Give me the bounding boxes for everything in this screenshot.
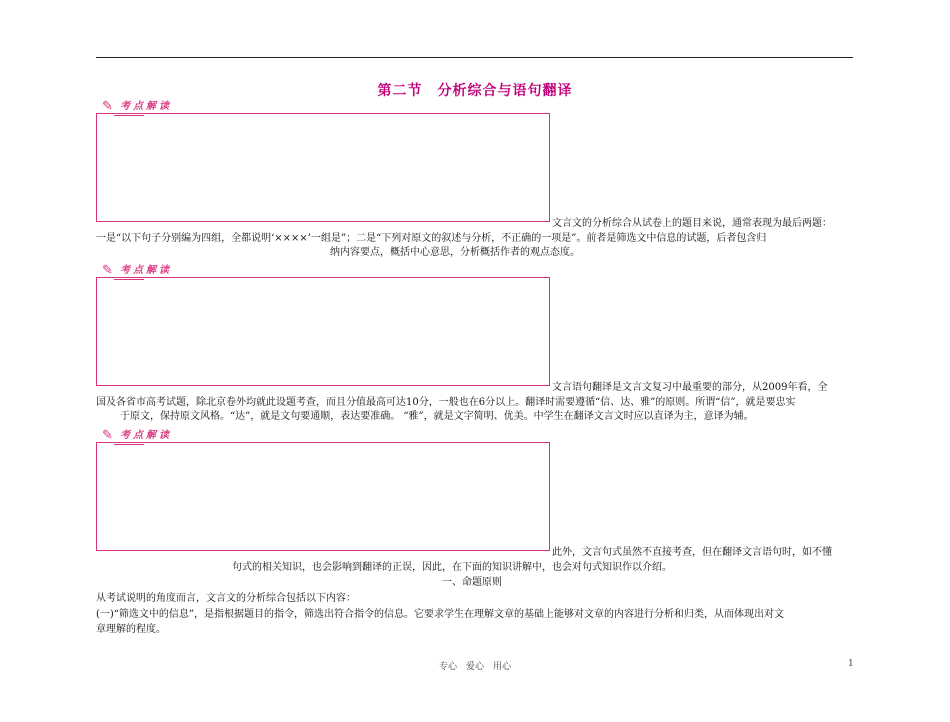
block1-line3: 纳内容要点，概括中心意思，分析概括作者的观点态度。 — [330, 247, 580, 258]
pen-icon: ✎ — [102, 263, 113, 278]
block1-line1: 文言文的分析综合从试卷上的题目来说，通常表现为最后两题： — [552, 218, 832, 229]
pen-icon: ✎ — [102, 99, 113, 114]
section-title: 第二节 分析综合与语句翻译 — [377, 83, 573, 99]
page-number: 1 — [848, 659, 854, 669]
header-rule — [96, 57, 853, 58]
block3-line2: 句式的相关知识，也会影响到翻译的正误，因此，在下面的知识讲解中，也会对句式知识作以介绍。 — [232, 562, 672, 573]
kaodian-badge-3 — [102, 428, 202, 444]
kaodian-label: 考点解读 — [120, 265, 172, 276]
paragraph-item1-line1: (一)“筛选文中的信息”，是指根据题目的指令，筛选出符合指令的信息。它要求学生在理解文章的基础上能够对文章的内容进行分析和归类，从而体现出对文 — [96, 609, 785, 620]
block2-line2: 国及各省市高考试题，除北京卷外均就此设题考查，而且分值最高可达10分，一般也在6分以上。翻译时需要遵循“信、达、雅”的原则。所谓“信”，就是要忠实 — [96, 397, 796, 408]
badge-underline — [114, 444, 144, 445]
paragraph-intro: 从考试说明的角度而言，文言文的分析综合包括以下内容： — [96, 593, 356, 604]
badge-underline — [114, 115, 144, 116]
block3-line1: 此外，文言句式虽然不直接考查，但在翻译文言语句时，如不懂 — [552, 547, 832, 558]
kaodian-label: 考点解读 — [120, 430, 172, 441]
paragraph-item1-line2: 章理解的程度。 — [96, 624, 166, 635]
block2-line1: 文言语句翻译是文言文复习中最重要的部分，从2009年看，全 — [552, 382, 828, 393]
kaodian-label: 考点解读 — [120, 101, 172, 112]
page-footer: 专心 爱心 用心 — [438, 662, 511, 672]
kaodian-badge-2 — [102, 263, 202, 279]
pen-icon: ✎ — [102, 428, 113, 443]
kaodian-badge-1 — [102, 99, 202, 115]
kaodian-box-1 — [96, 113, 550, 222]
block2-line3: 于原文，保持原文风格。“达”，就是文句要通顺，表达要准确。 “雅”，就是文字简明、优美。中学生在翻译文言文时应以直译为主，意译为辅。 — [120, 411, 754, 422]
badge-underline — [114, 279, 144, 280]
heading-principles: 一、命题原则 — [442, 577, 502, 588]
block1-line2: 一是“以下句子分别编为四组，全都说明‘××××’一组是”；二是“下列对原文的叙述与分析，不正确的一项是”。前者是筛选文中信息的试题，后者包含归 — [96, 233, 767, 244]
kaodian-box-3 — [96, 442, 550, 551]
kaodian-box-2 — [96, 277, 550, 386]
